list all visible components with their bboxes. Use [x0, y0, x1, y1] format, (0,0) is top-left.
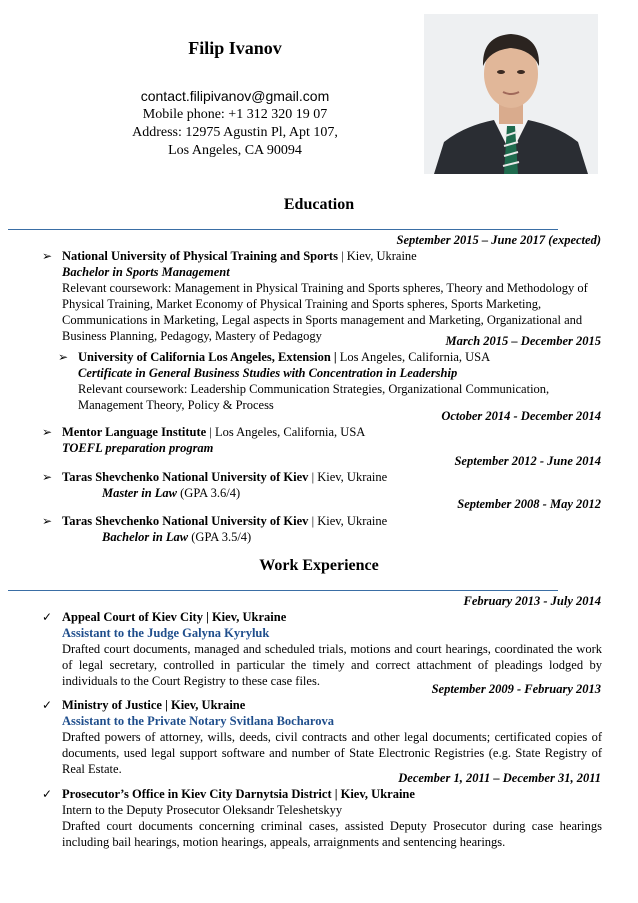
contact-phone: Mobile phone: +1 312 320 19 07: [142, 107, 328, 122]
employer-name: Prosecutor’s Office in Kiev City Darnytsia District | Kiev, Ukraine: [62, 787, 415, 801]
checkmark-bullet-icon: ✓: [41, 610, 53, 624]
work-experience-heading: Work Experience: [259, 557, 379, 574]
job-details: Drafted court documents, managed and scheduled trials, motions and court hearings, coordinated the work of legal secretary, controlled in particular the timely and correct attachment of pleadings lodged by individuals to the Court Registry to these case files.: [62, 642, 602, 688]
institution-location: | Kiev, Ukraine: [308, 470, 388, 484]
institution-name: Taras Shevchenko National University of Kiev: [62, 514, 309, 528]
degree-title: TOEFL preparation program: [62, 441, 214, 455]
job-details: Drafted court documents concerning criminal cases, assisted Deputy Prosecutor during case hearings including bail hearings, motion hearings, appeals, arraignments and sentencing hearings.: [62, 819, 602, 849]
work-date: February 2013 - July 2014: [463, 594, 601, 608]
degree-gpa: (GPA 3.5/4): [188, 530, 252, 544]
degree-title: Bachelor in Sports Management: [62, 265, 230, 279]
arrow-bullet-icon: ➢: [41, 425, 53, 439]
education-entry: [41, 248, 602, 344]
work-divider: [8, 590, 558, 591]
position-title: Intern to the Deputy Prosecutor Oleksandr Teleshetskyy: [62, 803, 343, 817]
job-details: Drafted powers of attorney, wills, deeds, civil contracts and other legal documents; certificated copies of documents, used legal support software and number of State Electronic Registries (e.g. State Registry of Real Estate.: [62, 730, 602, 776]
arrow-bullet-icon: ➢: [41, 514, 53, 528]
work-entry: [41, 786, 602, 850]
profile-photo: [424, 14, 598, 174]
arrow-bullet-icon: ➢: [57, 350, 69, 364]
address-line-2: Los Angeles, CA 90094: [168, 143, 302, 158]
degree-title: Bachelor in Law: [102, 530, 189, 544]
education-date: September 2015 – June 2017 (expected): [396, 233, 601, 247]
applicant-name: Filip Ivanov: [188, 38, 282, 58]
arrow-bullet-icon: ➢: [41, 470, 53, 484]
institution-location: Los Angeles, California, USA: [336, 350, 491, 364]
education-entry: [57, 349, 602, 413]
education-date: September 2008 - May 2012: [457, 497, 601, 511]
education-date: March 2015 – December 2015: [445, 334, 601, 348]
coursework-details: Relevant coursework: Management in Physical Training and Sports spheres, Theory and Methodology of Physical Training, Market Economy of Physical Training and Sports spheres, Sports Marketing, Communications in Marketing, Legal aspects in Sports management and Marketing, Organizational and Business Planning, Pedagogy, Mastery of Pedagogy: [62, 281, 588, 343]
education-date: October 2014 - December 2014: [441, 409, 601, 423]
institution-name: National University of Physical Training and Sports: [62, 249, 338, 263]
institution-name: University of California Los Angeles, Extension |: [78, 350, 337, 364]
education-date: September 2012 - June 2014: [454, 454, 601, 468]
employer-name: Ministry of Justice | Kiev, Ukraine: [62, 698, 246, 712]
institution-location: | Los Angeles, California, USA: [206, 425, 366, 439]
work-date: December 1, 2011 – December 31, 2011: [398, 771, 601, 785]
institution-name: Taras Shevchenko National University of Kiev: [62, 470, 309, 484]
education-entry: [41, 513, 602, 545]
checkmark-bullet-icon: ✓: [41, 698, 53, 712]
institution-location: | Kiev, Ukraine: [337, 249, 417, 263]
position-title: Assistant to the Private Notary Svitlana Bocharova: [62, 714, 334, 728]
work-entry: [41, 697, 602, 777]
checkmark-bullet-icon: ✓: [41, 787, 53, 801]
address-line-1: Address: 12975 Agustin Pl, Apt 107,: [132, 125, 338, 140]
position-title: Assistant to the Judge Galyna Kyryluk: [62, 626, 270, 640]
coursework-details: Relevant coursework: Leadership Communication Strategies, Organizational Communication, Management Theory, Policy & Process: [78, 382, 550, 412]
contact-email: contact.filipivanov@gmail.com: [140, 88, 330, 104]
employer-name: Appeal Court of Kiev City | Kiev, Ukraine: [62, 610, 287, 624]
work-entry: [41, 609, 602, 689]
degree-gpa: (GPA 3.6/4): [177, 486, 241, 500]
work-date: September 2009 - February 2013: [431, 682, 601, 696]
arrow-bullet-icon: ➢: [41, 249, 53, 263]
education-divider: [8, 229, 558, 230]
education-heading: Education: [283, 196, 355, 213]
degree-title: Certificate in General Business Studies with Concentration in Leadership: [78, 366, 458, 380]
education-entry: [41, 424, 602, 456]
institution-name: Mentor Language Institute: [62, 425, 207, 439]
degree-title: Master in Law: [102, 486, 178, 500]
institution-location: | Kiev, Ukraine: [308, 514, 388, 528]
